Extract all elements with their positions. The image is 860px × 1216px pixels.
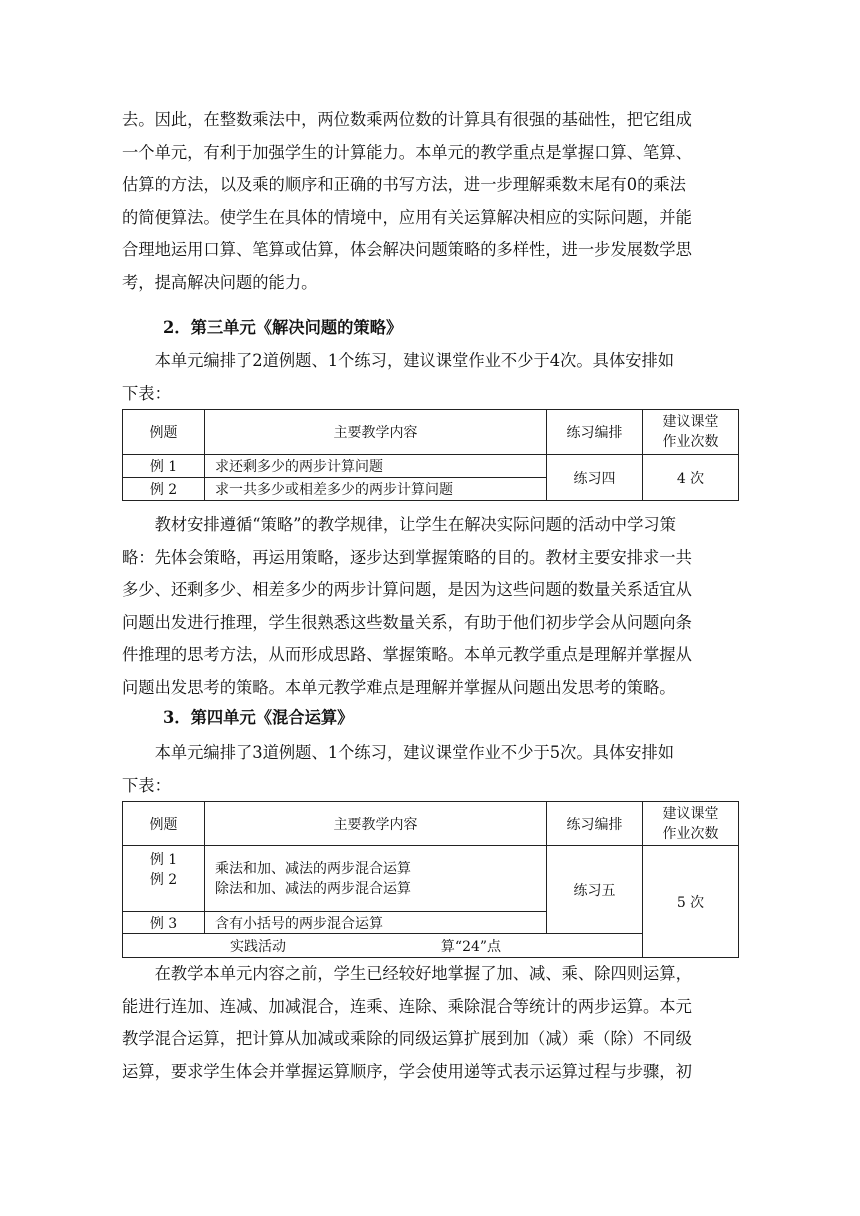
header-count-line: 作业次数 <box>662 825 719 842</box>
section-3-heading: 3．第四单元《混合运算》 <box>163 708 354 727</box>
content-cell <box>205 846 547 912</box>
unit-3-schedule-table <box>122 409 739 501</box>
header-example: 例题 <box>123 410 205 455</box>
text-line: 考，提高解决问题的能力。 <box>122 272 318 292</box>
text-line: 能进行连加、连减、加减混合，连乘、连除、乘除混合等统计的两步运算。本元 <box>122 996 692 1016</box>
activity-name: 算“24”点 <box>440 938 502 955</box>
header-practice: 练习编排 <box>547 802 643 846</box>
content-cell: 求一共多少或相差多少的两步计算问题 <box>205 478 547 501</box>
section-2-heading: 2．第三单元《解决问题的策略》 <box>163 318 403 337</box>
text-line: 教材安排遵循“策略”的教学规律，让学生在解决实际问题的活动中学习策 <box>122 515 676 534</box>
unit-4-schedule-table <box>122 801 739 958</box>
header-count-line: 建议课堂 <box>662 414 719 430</box>
text-line: 本单元编排了2道例题、1个练习，建议课堂作业不少于4次。具体安排如 <box>122 351 675 370</box>
text-line: 本单元编排了3道例题、1个练习，建议课堂作业不少于5次。具体安排如 <box>122 743 675 762</box>
text-line: 问题出发思考的策略。本单元教学难点是理解并掌握从问题出发思考的策略。 <box>122 677 676 697</box>
practice-cell: 练习四 <box>547 455 643 501</box>
header-content: 主要教学内容 <box>205 802 547 846</box>
activity-label: 实践活动 <box>230 938 286 955</box>
header-content: 主要教学内容 <box>205 410 547 455</box>
content-cell: 求还剩多少的两步计算问题 <box>205 455 547 478</box>
intro-paragraph <box>122 104 738 299</box>
text-line: 下表： <box>122 775 171 795</box>
text-line: 去。因此，在整数乘法中，两位数乘两位数的计算具有很强的基础性，把它组成 <box>122 110 692 129</box>
activity-row <box>123 934 643 958</box>
text-line: 合理地运用口算、笔算或估算，体会解决问题策略的多样性，进一步发展数学思 <box>122 240 692 259</box>
header-practice: 练习编排 <box>547 410 643 455</box>
content-line: 除法和加、减法的两步混合运算 <box>215 880 411 897</box>
example-cell: 例 2 <box>123 478 205 501</box>
text-line: 件推理的思考方法，从而形成思路、掌握策略。本单元教学重点是理解并掌握从 <box>122 645 692 664</box>
practice-cell: 练习五 <box>547 846 643 934</box>
section-2-body <box>122 509 738 704</box>
text-line: 运算，要求学生体会并掌握运算顺序，学会使用递等式表示运算过程与步骤，初 <box>122 1061 692 1081</box>
header-count <box>643 802 739 846</box>
example-cell <box>123 846 205 912</box>
section-3-body <box>122 958 738 1088</box>
text-line: 略：先体会策略，再运用策略，逐步达到掌握策略的目的。教材主要安排求一共 <box>122 547 692 567</box>
text-line: 一个单元，有利于加强学生的计算能力。本单元的教学重点是掌握口算、笔算、 <box>122 142 692 162</box>
text-line: 在教学本单元内容之前，学生已经较好地掌握了加、减、乘、除四则运算， <box>122 964 692 983</box>
text-line: 教学混合运算，把计算从加减或乘除的同级运算扩展到加（减）乘（除）不同级 <box>122 1029 692 1048</box>
text-line: 问题出发进行推理，学生很熟悉这些数量关系，有助于他们初步学会从问题向条 <box>122 612 692 632</box>
example-label: 例 1 <box>149 852 178 868</box>
content-cell: 含有小括号的两步混合运算 <box>205 912 547 934</box>
header-example: 例题 <box>123 802 205 846</box>
text-line: 估算的方法，以及乘的顺序和正确的书写方法，进一步理解乘数末尾有0的乘法 <box>122 175 686 194</box>
text-line: 多少、还剩多少、相差多少的两步计算问题，是因为这些问题的数量关系适宜从 <box>122 580 692 599</box>
header-count <box>643 410 739 455</box>
header-count-line: 建议课堂 <box>662 805 719 822</box>
section-2-intro <box>122 345 738 410</box>
example-cell: 例 3 <box>123 912 205 934</box>
section-3-intro <box>122 737 738 802</box>
text-line: 的简便算法。使学生在具体的情境中，应用有关运算解决相应的实际问题，并能 <box>122 207 692 227</box>
count-cell: 4 次 <box>643 455 739 501</box>
text-line: 下表： <box>122 383 171 403</box>
example-label: 例 2 <box>149 872 178 888</box>
content-line: 乘法和加、减法的两步混合运算 <box>215 860 411 877</box>
example-cell: 例 1 <box>123 455 205 478</box>
header-count-line: 作业次数 <box>662 434 719 450</box>
count-cell: 5 次 <box>643 846 739 958</box>
